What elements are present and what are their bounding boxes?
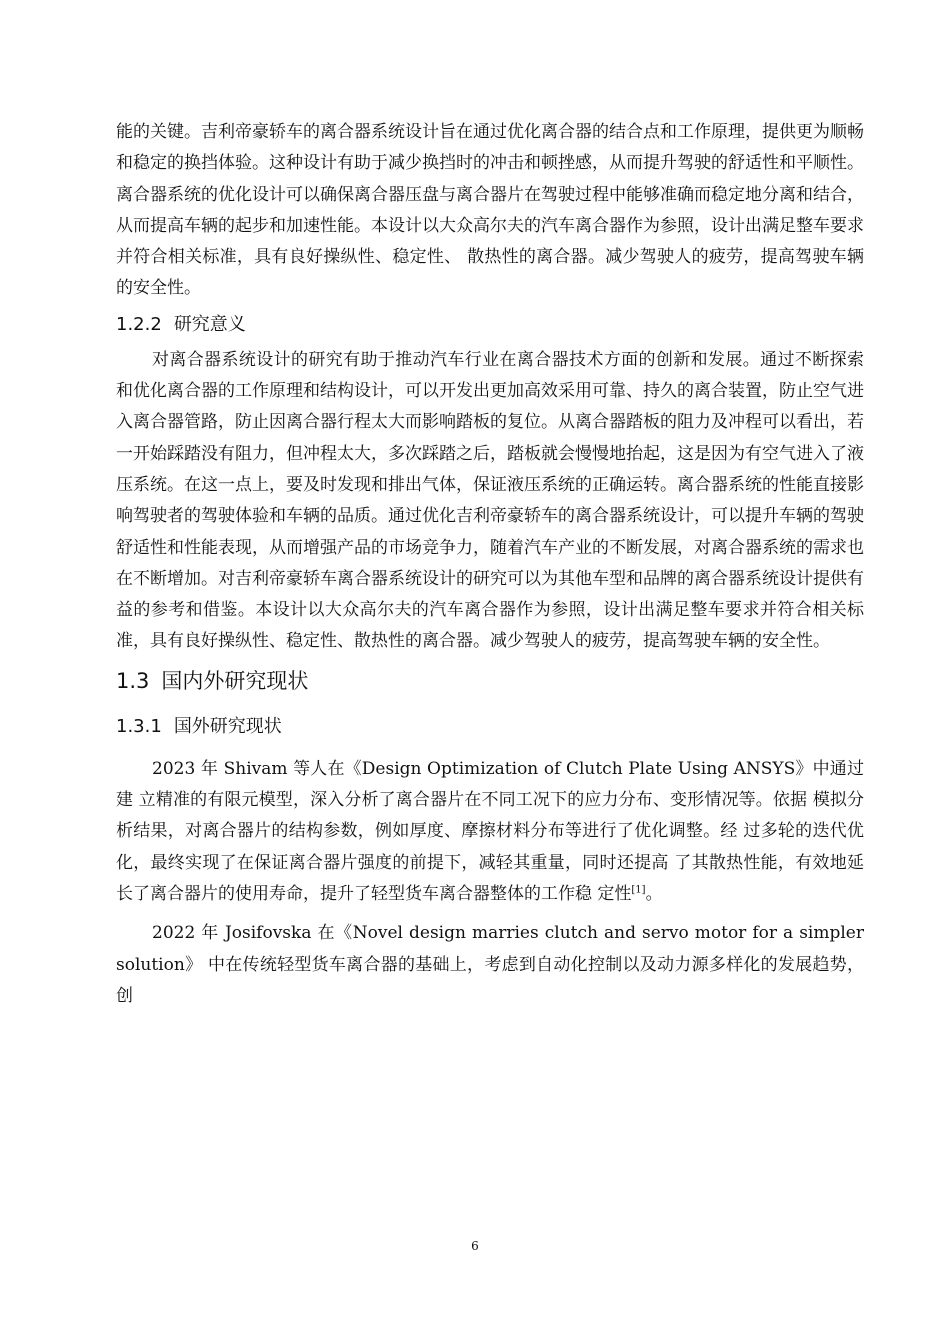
section-heading-1-2-2 (116, 305, 864, 345)
section-number: 1.3.1 (116, 715, 162, 737)
section-title: 研究意义 (173, 313, 246, 335)
citation-reference: [1] (631, 884, 646, 896)
section-title: 国内外研究现状 (161, 668, 309, 693)
paragraph-end: 。 (645, 883, 663, 904)
page-body (116, 117, 864, 1012)
section-number: 1.2.2 (116, 313, 162, 335)
section-title: 国外研究现状 (173, 715, 282, 737)
paragraph-design-goal: 能的关键。吉利帝豪轿车的离合器系统设计旨在通过优化离合器的结合点和工作原理，提供更为顺畅和稳定的换挡体验。这种设计有助于减少换挡时的冲击和顿挫感，从而提升驾驶的舒适性和平顺性。离合器系统的优化设计可以确保离合器压盘与离合器片在驾驶过程中能够准确而稳定地分离和结合，从而提高车辆的起步和加速性能。本设计以大众高尔夫的汽车离合器作为参照，设计出满足整车要求并符合相关标准，具有良好操纵性、稳定性、 散热性的离合器。减少驾驶人的疲劳，提高驾驶车辆的安全性。 (116, 122, 864, 299)
paragraph-foreign-research-2022: 2022 年 Josifovska 在《Novel design marries clutch and servo motor for a simpler solution》 中在传统轻型货车离合器的基础上，考虑到自动化控制以及动力源多样化的发展趋势，创 (116, 923, 864, 1006)
paragraph-research-significance: 对离合器系统设计的研究有助于推动汽车行业在离合器技术方面的创新和发展。通过不断探索和优化离合器的工作原理和结构设计，可以开发出更加高效采用可靠、持久的离合装置，防止空气进入离合器管路，防止因离合器行程太大而影响踏板的复位。从离合器踏板的阻力及冲程可以看出，若一开始踩踏没有阻力，但冲程太大，多次踩踏之后，踏板就会慢慢地抬起，这是因为有空气进入了液压系统。在这一点上，要及时发现和排出气体，保证液压系统的正确运转。离合器系统的性能直接影响驾驶者的驾驶体验和车辆的品质。通过优化吉利帝豪轿车的离合器系统设计，可以提升车辆的驾驶舒适性和性能表现，从而增强产品的市场竞争力，随着汽车产业的不断发展，对离合器系统的需求也在不断增加。对吉利帝豪轿车离合器系统设计的研究可以为其他车型和品牌的离合器系统设计提供有益的参考和借鉴。本设计以大众高尔夫的汽车离合器作为参照，设计出满足整车要求并符合相关标准，具有良好操纵性、稳定性、散热性的离合器。减少驾驶人的疲劳，提高驾驶车辆的安全性。 (116, 349, 864, 652)
section-number: 1.3 (116, 668, 150, 693)
spacer (116, 910, 864, 918)
paragraph-foreign-research-2023 (116, 754, 864, 910)
section-heading-1-3-1 (116, 704, 864, 750)
paragraph-text: 2023 年 Shivam 等人在《Design Optimization of Clutch Plate Using ANSYS》中通过建 立精准的有限元模型，深入分析了离合器片在不同工况下的应力分布、变形情况等。依据 模拟分析结果，对离合器片的结构参数，例如厚度、摩擦材料分布等进行了优化调整。经 过多轮的迭代优化，最终实现了在保证离合器片强度的前提下，减轻其重量，同时还提高 了其散热性能，有效地延长了离合器片的使用寿命，提升了轻型货车离合器整体的工作稳 定性 (116, 758, 864, 904)
section-heading-1-3 (116, 658, 864, 704)
page-number: 6 (471, 1239, 479, 1253)
